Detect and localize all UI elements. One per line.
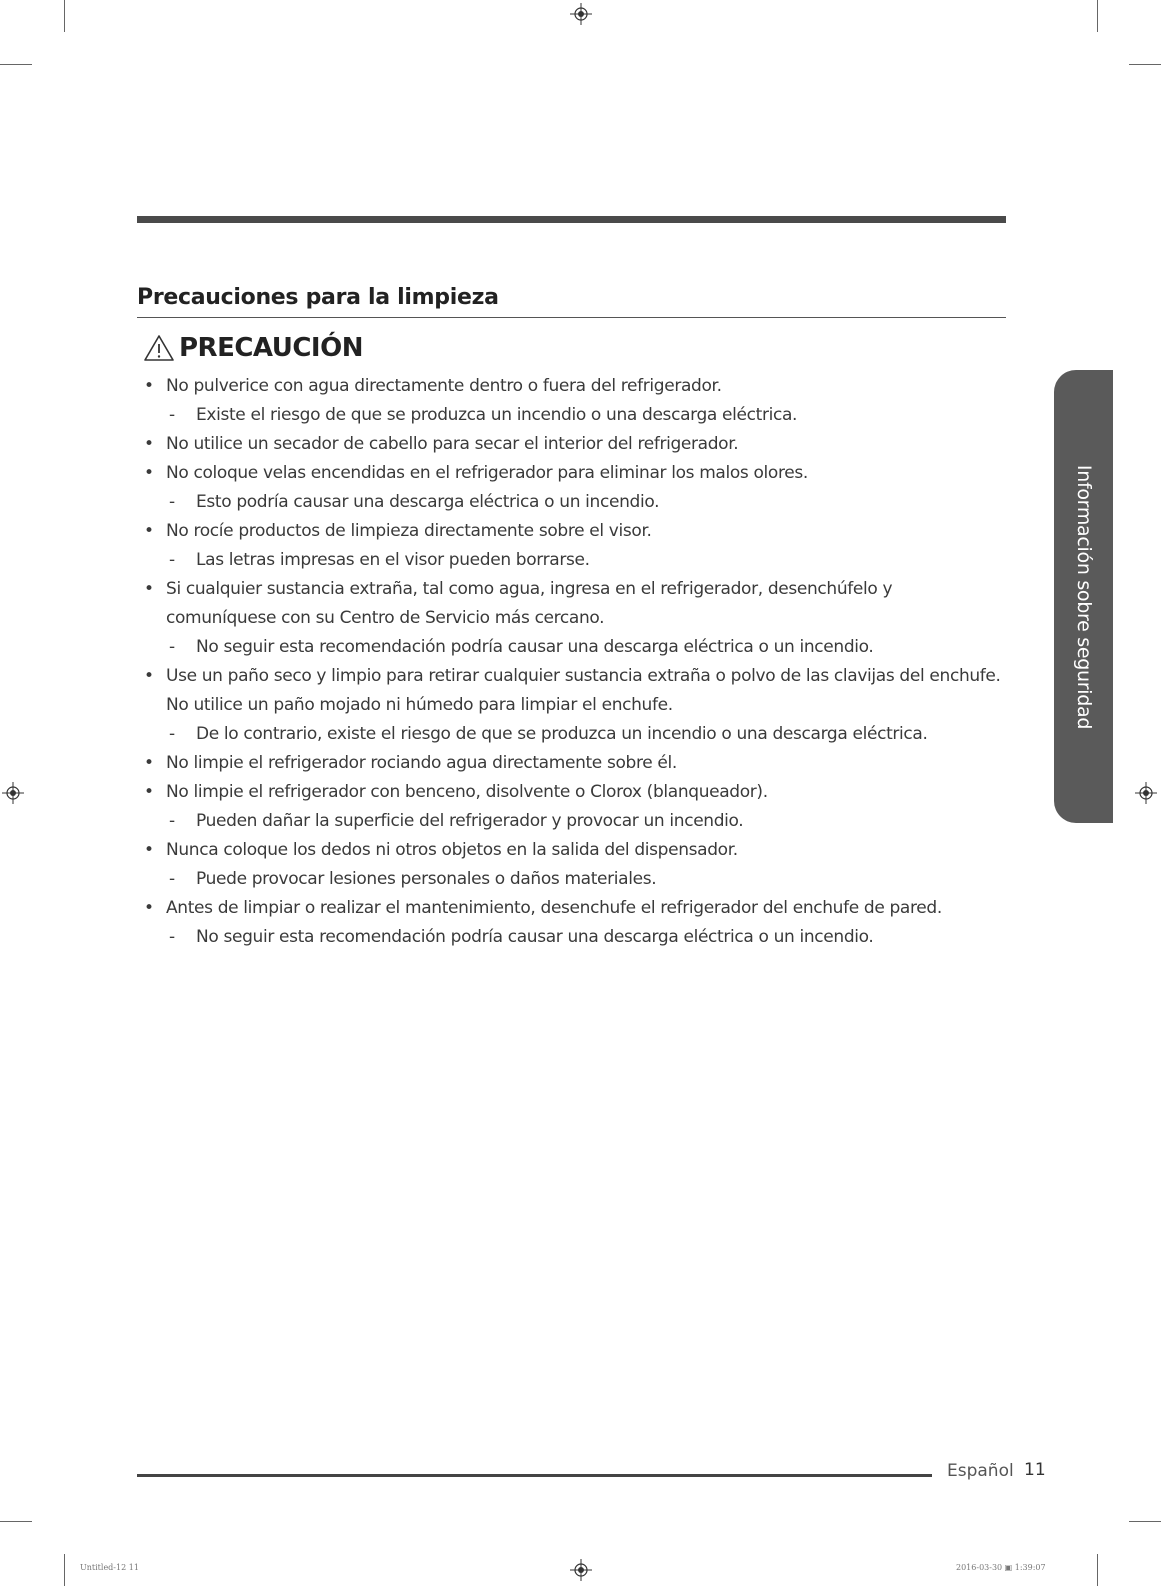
list-item xyxy=(141,894,1001,923)
dash-icon: - xyxy=(169,869,175,889)
list-item xyxy=(141,459,1001,488)
title-underline xyxy=(137,317,1006,318)
list-subitem-text: Existe el riesgo de que se produzca un incendio o una descarga eléctrica. xyxy=(196,405,798,425)
list-item-text: No coloque velas encendidas en el refrigerador para eliminar los malos olores. xyxy=(166,463,808,483)
crop-mark xyxy=(0,1521,32,1522)
list-subitem-text: No seguir esta recomendación podría causar una descarga eléctrica o un incendio. xyxy=(196,927,874,947)
list-subitem-text: Pueden dañar la superficie del refrigerador y provocar un incendio. xyxy=(196,811,744,831)
list-subitem-text: De lo contrario, existe el riesgo de que se produzca un incendio o una descarga eléctrica. xyxy=(196,724,928,744)
list-item-text: No limpie el refrigerador con benceno, disolvente o Clorox (blanqueador). xyxy=(166,782,768,802)
list-subitem xyxy=(141,923,1001,952)
bullet-icon: • xyxy=(144,434,154,454)
registration-mark-icon xyxy=(570,1559,592,1581)
list-item-text: No rocíe productos de limpieza directamente sobre el visor. xyxy=(166,521,652,541)
caution-label: PRECAUCIÓN xyxy=(179,333,363,363)
top-rule xyxy=(137,216,1006,223)
page-number: 11 xyxy=(1024,1460,1046,1480)
bullet-icon: • xyxy=(144,376,154,396)
list-item-text: No utilice un secador de cabello para secar el interior del refrigerador. xyxy=(166,434,739,454)
bullet-icon: • xyxy=(144,579,154,599)
crop-mark xyxy=(1129,64,1161,65)
list-subitem xyxy=(141,865,1001,894)
list-item-text: Use un paño seco y limpio para retirar cualquier sustancia extraña o polvo de las clavijas del enchufe. No utilice un paño mojado ni húmedo para limpiar el enchufe. xyxy=(166,666,1001,715)
print-info-right: 2016-03-30 ▣ 1:39:07 xyxy=(956,1563,1046,1572)
crop-mark xyxy=(1097,1554,1098,1586)
list-item xyxy=(141,778,1001,807)
crop-mark xyxy=(64,1554,65,1586)
dash-icon: - xyxy=(169,811,175,831)
list-subitem xyxy=(141,401,1001,430)
list-item xyxy=(141,662,1001,720)
list-subitem xyxy=(141,488,1001,517)
list-subitem xyxy=(141,720,1001,749)
bullet-icon: • xyxy=(144,898,154,918)
list-item xyxy=(141,749,1001,778)
list-subitem-text: Esto podría causar una descarga eléctrica o un incendio. xyxy=(196,492,660,512)
footer-language: Español xyxy=(947,1461,1014,1481)
list-item xyxy=(141,430,1001,459)
bullet-icon: • xyxy=(144,463,154,483)
list-item-text: No limpie el refrigerador rociando agua directamente sobre él. xyxy=(166,753,677,773)
bullet-icon: • xyxy=(144,782,154,802)
dash-icon: - xyxy=(169,492,175,512)
list-subitem-text: Las letras impresas en el visor pueden borrarse. xyxy=(196,550,590,570)
list-subitem-text: Puede provocar lesiones personales o daños materiales. xyxy=(196,869,657,889)
list-subitem xyxy=(141,807,1001,836)
registration-mark-icon xyxy=(2,782,24,804)
crop-mark xyxy=(1097,0,1098,32)
list-item xyxy=(141,836,1001,865)
list-subitem xyxy=(141,633,1001,662)
list-item xyxy=(141,575,1001,633)
caution-heading xyxy=(143,333,363,363)
registration-mark-icon xyxy=(570,3,592,25)
list-item xyxy=(141,372,1001,401)
side-tab xyxy=(1054,370,1113,823)
bullet-icon: • xyxy=(144,753,154,773)
crop-mark xyxy=(64,0,65,32)
list-subitem xyxy=(141,546,1001,575)
crop-mark xyxy=(0,64,32,65)
dash-icon: - xyxy=(169,550,175,570)
list-item-text: Nunca coloque los dedos ni otros objetos en la salida del dispensador. xyxy=(166,840,738,860)
list-subitem-text: No seguir esta recomendación podría causar una descarga eléctrica o un incendio. xyxy=(196,637,874,657)
bullet-icon: • xyxy=(144,666,154,686)
list-item-text: No pulverice con agua directamente dentro o fuera del refrigerador. xyxy=(166,376,722,396)
registration-mark-icon xyxy=(1135,782,1157,804)
precaution-list xyxy=(141,372,1001,952)
footer-rule xyxy=(137,1474,932,1477)
print-info-left: Untitled-12 11 xyxy=(80,1563,139,1572)
warning-triangle-icon xyxy=(143,334,175,362)
list-item xyxy=(141,517,1001,546)
dash-icon: - xyxy=(169,927,175,947)
bullet-icon: • xyxy=(144,521,154,541)
section-title: Precauciones para la limpieza xyxy=(137,285,499,310)
dash-icon: - xyxy=(169,637,175,657)
crop-mark xyxy=(1129,1521,1161,1522)
side-tab-label: Información sobre seguridad xyxy=(1072,464,1095,729)
bullet-icon: • xyxy=(144,840,154,860)
list-item-text: Si cualquier sustancia extraña, tal como agua, ingresa en el refrigerador, desenchúfelo y comuníquese con su Centro de Servicio más cercano. xyxy=(166,579,893,628)
list-item-text: Antes de limpiar o realizar el mantenimiento, desenchufe el refrigerador del enchufe de pared. xyxy=(166,898,942,918)
dash-icon: - xyxy=(169,405,175,425)
dash-icon: - xyxy=(169,724,175,744)
